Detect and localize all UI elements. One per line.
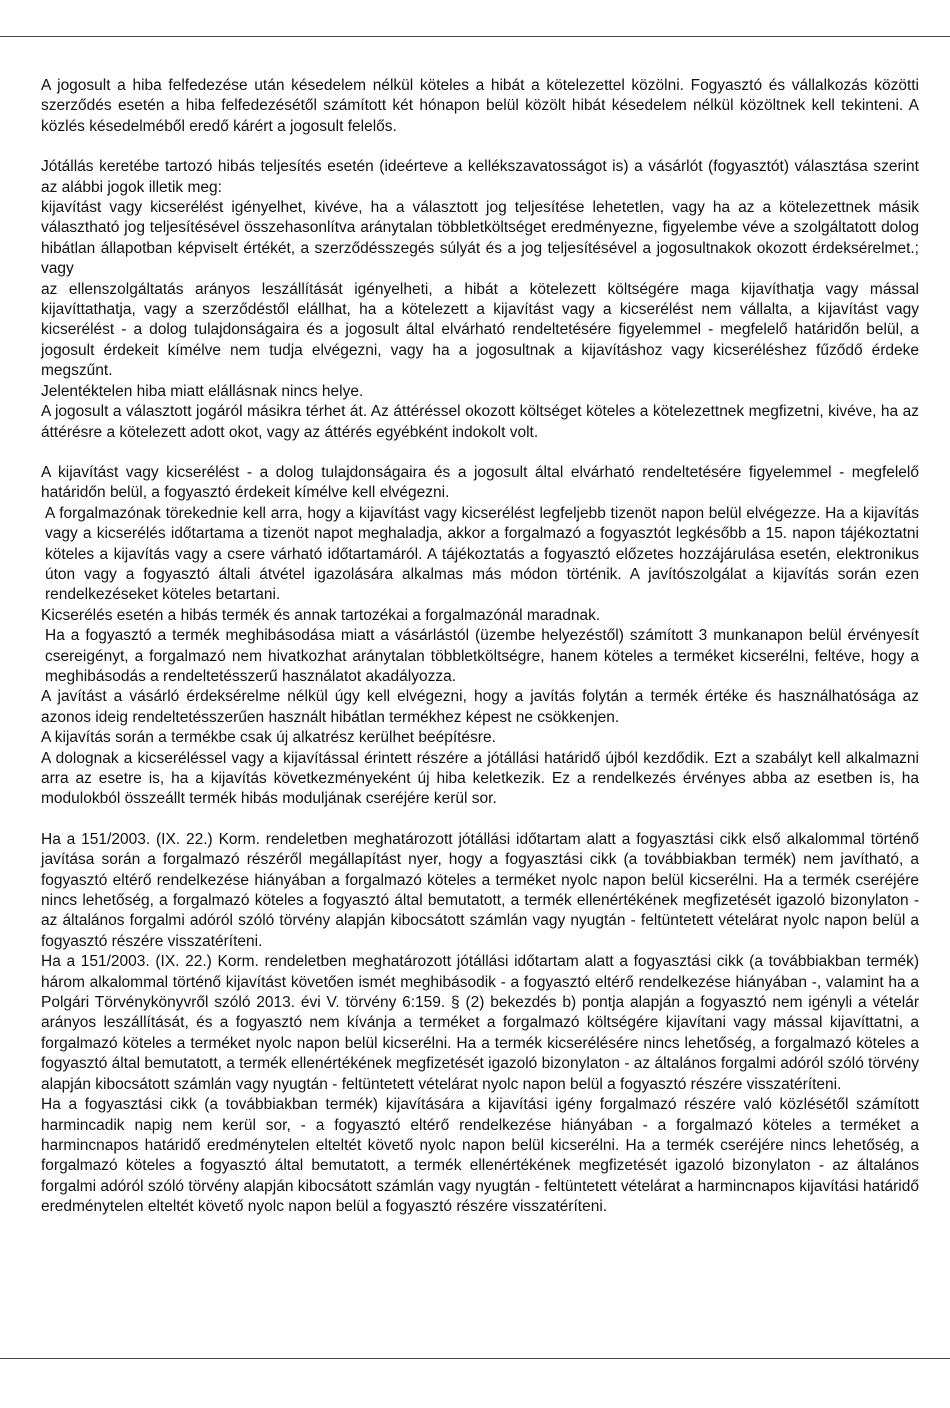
document-body	[41, 76, 919, 1218]
paragraph: A forgalmazónak törekednie kell arra, hogy a kijavítást vagy kicserélést legfeljebb tizenöt napon belül elvégezze. Ha a kijavítás vagy a kicserélés időtartama a tizenöt napot meghaladja, akkor a forgalmazó a fogyasztót legkésőbb a 15. napon tájékoztatni köteles a kijavítás vagy a csere várható időtartamáról. A tájékoztatás a fogyasztó előzetes hozzájárulása esetén, elektronikus úton vagy a fogyasztó általi átvétel igazolására alkalmas más módon történik. A javítószolgálat a kijavítás során ezen rendelkezéseket köteles betartani.	[45, 504, 919, 604]
paragraph: A jogosult a hiba felfedezése után késedelem nélkül köteles a hibát a kötelezettel közölni. Fogyasztó és vállalkozás közötti szerződés esetén a hiba felfedezésétől számított két hónapon belül közölt hibát késedelem nélkül közöltnek kell tekinteni. A közlés késedelméből eredő kárért a jogosult felelős.	[41, 77, 919, 135]
paragraph: Ha a fogyasztási cikk (a továbbiakban termék) kijavítására a kijavítási igény forgalmazó részére való közlésétől számított harmincadik napig nem kerül sor, - a fogyasztó eltérő rendelkezése hiányában - a forgalmazó köteles a terméket a harmincnapos határidő eredménytelen elteltét követő nyolc napon belül kicserélni. Ha a termék cseréjére nincs lehetőség, a forgalmazó köteles a fogyasztó által bemutatott, a termék ellenértékének megfizetését igazoló bizonylaton - az általános forgalmi adóról szóló törvény alapján kibocsátott számlán vagy nyugtán - feltüntetett vételárat a harmincnapos kijavítási határidő eredménytelen elteltét követő nyolc napon belül a fogyasztó részére visszatéríteni.	[41, 1096, 919, 1216]
paragraph: Kicserélés esetén a hibás termék és annak tartozékai a forgalmazónál maradnak.	[41, 606, 601, 624]
paragraph: Jótállás keretébe tartozó hibás teljesítés esetén (ideérteve a kellékszavatosságot is) a vásárlót (fogyasztót) választása szerint az alábbi jogok illetik meg:	[41, 158, 919, 196]
bottom-rule	[0, 1358, 950, 1359]
section-gap	[41, 810, 919, 830]
paragraph: Jelentéktelen hiba miatt elállásnak nincs helye.	[41, 382, 364, 400]
paragraph: kijavítást vagy kicserélést igényelhet, kivéve, ha a választott jog teljesítése lehetetlen, vagy ha az a kötelezettnek másik választható jog teljesítésével összehasonlítva aránytalan többletköltséget eredményezne, figyelembe véve a szolgáltatott dolog hibátlan állapotban képviselt értékét, a szerződésszegés súlyát és a jog teljesítésével a jogosultnakok okozott érdeksérelmet.; vagy	[41, 199, 919, 278]
section-gap	[41, 443, 919, 463]
paragraph: az ellenszolgáltatás arányos leszállítását igényelheti, a hibát a kötelezett költségére maga kijavíthatja vagy mással kijavíttathatja, vagy a szerződéstől elállhat, ha a kötelezett a kijavítást vagy a kicserélést nem vállalta, a kijavítást vagy kicserélést - a dolog tulajdonságaira és a jogosult által elvárható rendeltetésére figyelemmel - megfelelő határidőn belül, a jogosult érdekeit kímélve nem tudja elvégezni, vagy ha a jogosultnak a kijavításhoz vagy kicseréléshez fűződő érdeke megszűnt.	[41, 280, 919, 380]
section-gap	[41, 137, 919, 157]
paragraph: Ha a fogyasztó a termék meghibásodása miatt a vásárlástól (üzembe helyezéstől) számított 3 munkanapon belül érvényesít csereigényt, a forgalmazó nem hivatkozhat aránytalan többletköltségre, hanem köteles a terméket kicserélni, feltéve, hogy a meghibásodás a rendeltetésszerű használatot akadályozza.	[45, 627, 919, 685]
paragraph: A jogosult a választott jogáról másikra térhet át. Az áttéréssel okozott költséget köteles a kötelezettnek megfizetni, kivéve, ha az áttérésre a kötelezett adott okot, vagy az áttérés egyébként indokolt volt.	[41, 403, 919, 441]
paragraph: Ha a 151/2003. (IX. 22.) Korm. rendeletben meghatározott jótállási időtartam alatt a fogyasztási cikk első alkalommal történő javítása során a forgalmazó részéről megállapítást nyer, hogy a fogyasztási cikk (a továbbiakban termék) nem javítható, a fogyasztó eltérő rendelkezése hiányában a forgalmazó köteles a terméket nyolc napon belül kicserélni. Ha a termék cseréjére nincs lehetőség, a forgalmazó köteles a fogyasztó által bemutatott, a termék ellenértékének megfizetését igazoló bizonylaton - az általános forgalmi adóról szóló törvény alapján kibocsátott számlán vagy nyugtán - feltüntetett vételárat nyolc napon belül a fogyasztó részére visszatéríteni.	[41, 830, 919, 950]
paragraph: A kijavítás során a termékbe csak új alkatrész kerülhet beépítésre.	[41, 729, 496, 747]
paragraph: Ha a 151/2003. (IX. 22.) Korm. rendeletben meghatározott jótállási időtartam alatt a fogyasztási cikk (a továbbiakban termék) három alkalommal történő kijavítást követően ismét meghibásodik - a fogyasztó eltérő rendelkezése hiányában -, valamint ha a Polgári Törvénykönyvről szóló 2013. évi V. törvény 6:159. § (2) bekezdés b) pontja alapján a fogyasztó nem igényli a vételár arányos leszállítását, és a fogyasztó nem kívánja a terméket a forgalmazó költségére kijavítani vagy mással kijavíttatni, a forgalmazó köteles a terméket nyolc napon belül kicserélni. Ha a termék kicserélésére nincs lehetőség, a forgalmazó köteles a fogyasztó által bemutatott, a termék ellenértékének megfizetését igazoló bizonylaton - az általános forgalmi adóról szóló törvény alapján kibocsátott számlán vagy nyugtán - feltüntetett vételárat nyolc napon belül a fogyasztó részére visszatéríteni.	[41, 953, 919, 1093]
top-rule	[0, 36, 950, 37]
paragraph: A kijavítást vagy kicserélést - a dolog tulajdonságaira és a jogosult által elvárható rendeltetésére figyelemmel - megfelelő határidőn belül, a fogyasztó érdekeit kímélve kell elvégezni.	[41, 463, 919, 502]
paragraph: A javítást a vásárló érdeksérelme nélkül úgy kell elvégezni, hogy a javítás folytán a termék értéke és használhatósága az azonos ideig rendeltetésszerűen használt hibátlan termékhez képest ne csökkenjen.	[41, 688, 919, 726]
paragraph: A dolognak a kicseréléssel vagy a kijavítással érintett részére a jótállási határidő újból kezdődik. Ezt a szabályt kell alkalmazni arra az esetre is, ha a kijavítás következményeként új hiba keletkezik. Ez a rendelkezés érvényes abba az esetben is, ha modulokból összeállt termék hibás moduljának cseréjére kerül sor.	[41, 749, 919, 808]
